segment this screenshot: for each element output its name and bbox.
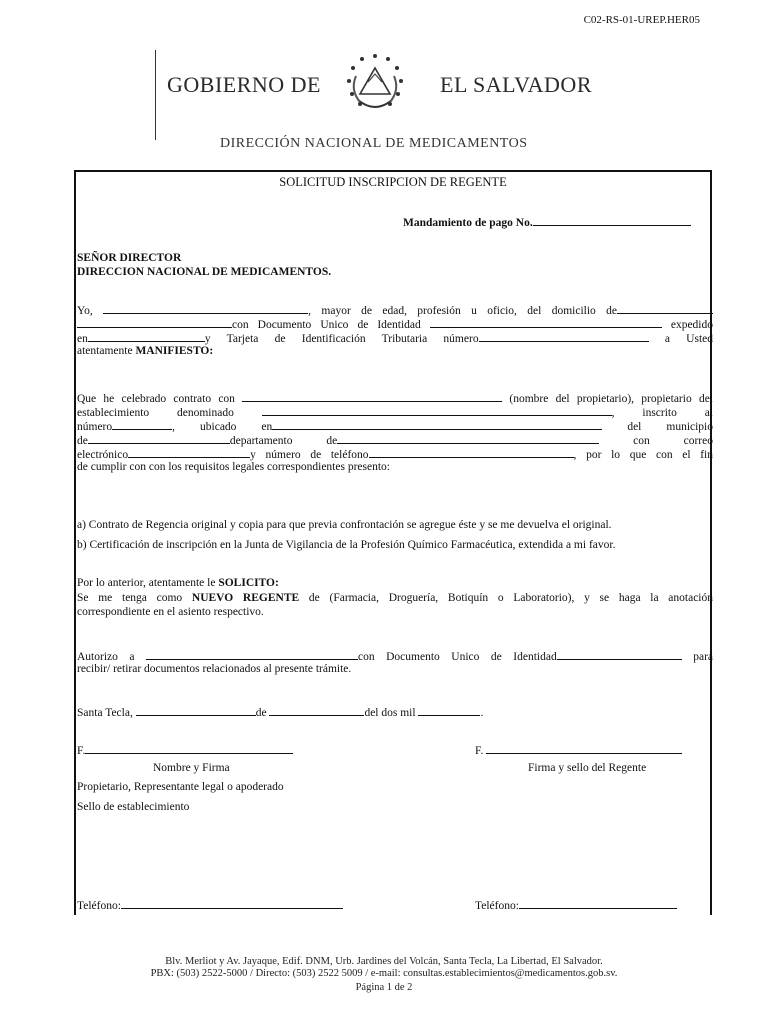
- sig-regente: Firma y sello del Regente: [528, 762, 647, 774]
- registration-number-field[interactable]: [112, 418, 172, 430]
- p2-de: de: [77, 435, 88, 447]
- p1-expedido: expedido: [670, 319, 713, 331]
- p2-con-correo: con correo: [633, 435, 713, 447]
- phone-owner-row: [77, 897, 343, 913]
- p2-line6: de cumplir con con los requisitos legales correspondientes presento:: [77, 461, 390, 473]
- addressee-1: SEÑOR DIRECTOR: [77, 252, 182, 264]
- p2-fin: , por lo que con el fin: [573, 449, 713, 461]
- municipality-field[interactable]: [88, 432, 230, 444]
- p1-yo: Yo,: [77, 305, 93, 317]
- owner-name-field[interactable]: [242, 390, 502, 402]
- p2-del-municipio: del municipio: [627, 421, 714, 433]
- p4-dui: con Documento Unico de Identidad: [358, 651, 557, 663]
- phone-regent-row: [475, 897, 677, 913]
- tel-1: Teléfono:: [77, 900, 121, 912]
- sig-nombre: Nombre y Firma: [153, 762, 230, 774]
- p2-telefono: y número de teléfono: [250, 449, 369, 461]
- tel-2: Teléfono:: [475, 900, 519, 912]
- p3-line1: [77, 576, 279, 590]
- sig-f1: F.: [77, 745, 86, 757]
- p4-line2: recibir/ retirar documentos relacionados al presente trámite.: [77, 663, 352, 675]
- date-line: [77, 704, 483, 720]
- signature-owner-row: [77, 742, 293, 758]
- domicile-field-2[interactable]: [77, 316, 232, 328]
- date-city: Santa Tecla,: [77, 707, 133, 719]
- document-code: C02-RS-01-UREP.HER05: [583, 14, 700, 26]
- addressee-2: DIRECCION NACIONAL DE MEDICAMENTOS.: [77, 266, 332, 278]
- month-field[interactable]: [269, 704, 364, 716]
- regent-phone-field[interactable]: [519, 897, 677, 909]
- domicile-field[interactable]: [617, 302, 713, 314]
- regent-signature-field[interactable]: [486, 742, 682, 754]
- date-dosmil: del dos mil: [364, 707, 416, 719]
- item-a: a) Contrato de Regencia original y copia para que previa confrontación se agregue éste y se me devuelva el original.: [77, 519, 612, 531]
- date-end: .: [480, 707, 484, 719]
- p2-nombre-prop: (nombre del propietario), propietario del: [509, 393, 713, 405]
- p1-manifiesto: MANIFIESTO:: [135, 345, 214, 357]
- p3-se-me: Se me tenga como: [77, 592, 183, 604]
- sig-f2: F.: [475, 745, 484, 757]
- p1-atentamente: atentamente: [77, 345, 133, 357]
- p4-para: para: [693, 651, 714, 663]
- sig-prop: Propietario, Representante legal o apoderado: [77, 781, 284, 793]
- phone-field[interactable]: [369, 446, 574, 458]
- owner-phone-field[interactable]: [121, 897, 343, 909]
- p1-nit: y Tarjeta de Identificación Tributaria número: [204, 333, 479, 345]
- p3-line2: [77, 591, 713, 605]
- day-field[interactable]: [136, 704, 256, 716]
- p4-autorizo: Autorizo a: [77, 651, 135, 663]
- location-field[interactable]: [272, 418, 602, 430]
- p3-nuevo: NUEVO REGENTE: [191, 592, 300, 604]
- p1-line4: [77, 344, 213, 358]
- p3-rest: de (Farmacia, Droguería, Botiquín o Laboratorio), y se haga la anotación: [308, 592, 713, 604]
- p1-mayor: , mayor de edad, profesión u oficio, del domicilio de: [308, 305, 618, 317]
- p2-ubicado: , ubicado en: [172, 421, 273, 433]
- p3-solicito: SOLICITO:: [218, 577, 279, 589]
- nit-field[interactable]: [479, 330, 649, 342]
- footer-page-number: Página 1 de 2: [355, 982, 413, 993]
- email-field[interactable]: [128, 446, 250, 458]
- p1-usted: a Usted: [664, 333, 714, 345]
- p2-contrato: Que he celebrado contrato con: [77, 393, 235, 405]
- authorized-dui-field[interactable]: [557, 648, 682, 660]
- p2-establecimiento: establecimiento denominado: [77, 407, 234, 419]
- p2-departamento: departamento de: [229, 435, 338, 447]
- p2-electronico: electrónico: [77, 449, 129, 461]
- date-de: de: [255, 707, 267, 719]
- p1-en: en: [77, 333, 88, 345]
- p1-dui: con Documento Unico de Identidad: [232, 319, 421, 331]
- year-field[interactable]: [418, 704, 480, 716]
- item-b: b) Certificación de inscripción en la Junta de Vigilancia de la Profesión Químico Farmacéutica, extendida a mi favor.: [77, 539, 616, 551]
- p3-line3: correspondiente en el asiento respectivo.: [77, 606, 264, 618]
- sig-sello: Sello de establecimiento: [77, 801, 190, 813]
- authorized-person-field[interactable]: [146, 648, 358, 660]
- payment-order-field[interactable]: [533, 214, 691, 226]
- header-gov-right: EL SALVADOR: [440, 72, 592, 97]
- header-divider: [155, 50, 156, 140]
- header-subtitle: DIRECCIÓN NACIONAL DE MEDICAMENTOS: [220, 136, 528, 151]
- payment-order-label: Mandamiento de pago No.: [403, 217, 533, 229]
- owner-signature-field[interactable]: [85, 742, 293, 754]
- p3-lead: Por lo anterior, atentamente le: [77, 577, 216, 589]
- coat-of-arms-icon: [340, 50, 410, 120]
- p2-numero: número: [77, 421, 113, 433]
- payment-order-row: [403, 214, 691, 230]
- establishment-name-field[interactable]: [262, 404, 612, 416]
- footer-address: Blv. Merliot y Av. Jayaque, Edif. DNM, Urb. Jardines del Volcán, Santa Tecla, La Libertad, El Salvador.: [165, 956, 603, 967]
- p2-inscrito: , inscrito al: [611, 407, 713, 419]
- header-gov-left: GOBIERNO DE: [167, 72, 321, 97]
- footer-contact: PBX: (503) 2522-5000 / Directo: (503) 2522 5009 / e-mail: consultas.establecimientos@medicamentos.gob.sv.: [150, 968, 618, 979]
- department-field[interactable]: [337, 432, 599, 444]
- issued-in-field[interactable]: [88, 330, 205, 342]
- name-field[interactable]: [103, 302, 308, 314]
- form-title: SOLICITUD INSCRIPCION DE REGENTE: [279, 175, 507, 189]
- dui-field[interactable]: [430, 316, 662, 328]
- signature-regent-row: [475, 742, 682, 758]
